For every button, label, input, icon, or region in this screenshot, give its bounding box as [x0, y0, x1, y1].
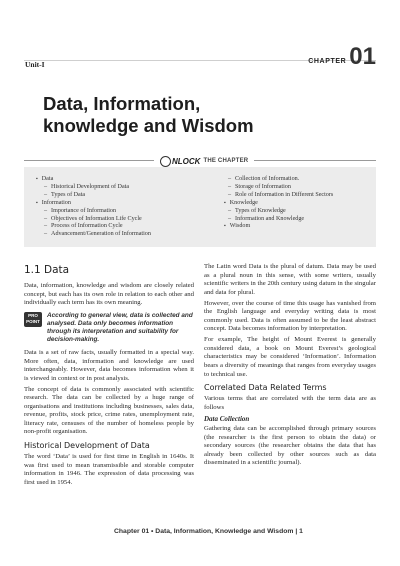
paragraph: Various terms that are correlated with the term data are as follows	[204, 395, 376, 411]
page-footer: Chapter 01 • Data, Information, Knowledge and Wisdom | 1	[114, 528, 303, 535]
paragraph: For example, The height of Mount Everest is generally considered data, a book on Mount Everest’s geological characteristics may be considered ‘Information’. Information bears a diversity of meanings that ranges from everyday usages to technical use.	[204, 336, 376, 378]
contents-item: – Historical Development of Data	[36, 184, 151, 192]
paragraph: However, over the course of time this usage has vanished from the English language and everyday writing data is most commonly used. Data is often assumed to be the least abstract concept. Data becomes information by interpretation.	[204, 299, 376, 333]
contents-column-right	[224, 176, 333, 231]
unlock-word: NLOCK	[172, 156, 201, 166]
paragraph: The concept of data is commonly associated with scientific research. The data can be collected by a huge range of organisations and institutions including businesses, sales data, revenue, profits, stock price, crime rates, unemployment rate, literacy rate, censuses of the number of homeless people by non-profit organisation.	[24, 385, 194, 436]
contents-item: – Storage of Information	[224, 184, 333, 192]
chapter-title-line-2: knowledge and Wisdom	[43, 115, 254, 136]
contents-item: ▪ Knowledge	[224, 200, 333, 208]
contents-item: – Advancement/Generation of Information	[36, 231, 151, 239]
chapter-word: CHAPTER	[308, 58, 347, 65]
contents-item: – Types of Data	[36, 192, 151, 200]
contents-item: ▪ Wisdom	[224, 223, 333, 231]
paragraph: Data is a set of raw facts, usually formatted in a special way. More often, data, information and knowledge are used interchangeably. However, data becomes information when it is viewed in context or in post analysis.	[24, 349, 194, 382]
subsection-heading: Historical Development of Data	[24, 440, 150, 450]
subsection-heading: Correlated Data Related Terms	[204, 383, 327, 393]
subsection-heading-italic: Data Collection	[204, 415, 250, 424]
body-column-right	[204, 263, 376, 470]
chapter-number: 01	[349, 43, 376, 70]
contents-column-left	[36, 176, 151, 239]
unlock-banner	[24, 155, 376, 167]
paragraph: The Latin word Data is the plural of datum. Data may be used as a plural noun in this sense, with some writers, usually scientific writers in the 20th century using datum in the singular and data for plural.	[204, 263, 376, 296]
unlock-ring-icon	[160, 156, 171, 167]
chapter-title-line-1: Data, Information,	[43, 93, 201, 114]
paragraph: Data, information, knowledge and wisdom are closely related concept, but each has its own role in relation to each other and individually each term has its own meaning.	[24, 282, 194, 307]
contents-item: – Collection of Information.	[224, 176, 333, 184]
contents-item: – Process of Information Cycle	[36, 223, 151, 231]
paragraph: The word ‘Data’ is used for first time in English in 1640s. It was first used to mean transmissible and storable computer information in 1946. The expression of data processing was first used in 1954.	[24, 452, 194, 486]
contents-item: – Objectives of Information Life Cycle	[36, 216, 151, 224]
pro-point-callout	[24, 312, 194, 344]
contents-item: – Role of Information in Different Sectors	[224, 192, 333, 200]
pro-point-badge: PRO POINT	[24, 312, 42, 327]
contents-item: – Information and Knowledge	[224, 216, 333, 224]
body-column-left	[24, 263, 194, 490]
chapter-title	[43, 93, 254, 137]
contents-item: ▪ Information	[36, 200, 151, 208]
section-heading: 1.1 Data	[24, 264, 70, 276]
contents-item: – Importance of Information	[36, 208, 151, 216]
paragraph: Gathering data can be accomplished through primary sources (the researcher is the first person to obtain the data) or secondary sources (the researcher obtains the data that has already been collected by other sources such as data disseminated in a scientific journal).	[204, 425, 376, 467]
chapter-marker	[308, 43, 376, 70]
chapter-contents-box	[24, 167, 376, 247]
unit-label: Unit-I	[25, 60, 45, 69]
unlock-badge	[154, 155, 254, 167]
contents-item: – Types of Knowledge	[224, 208, 333, 216]
contents-item: ▪ Data	[36, 176, 151, 184]
unlock-suffix: THE CHAPTER	[203, 158, 249, 164]
pro-point-text: According to general view, data is collected and analysed. Data only becomes information through its interpretation and suitability for decision-making.	[47, 311, 193, 343]
